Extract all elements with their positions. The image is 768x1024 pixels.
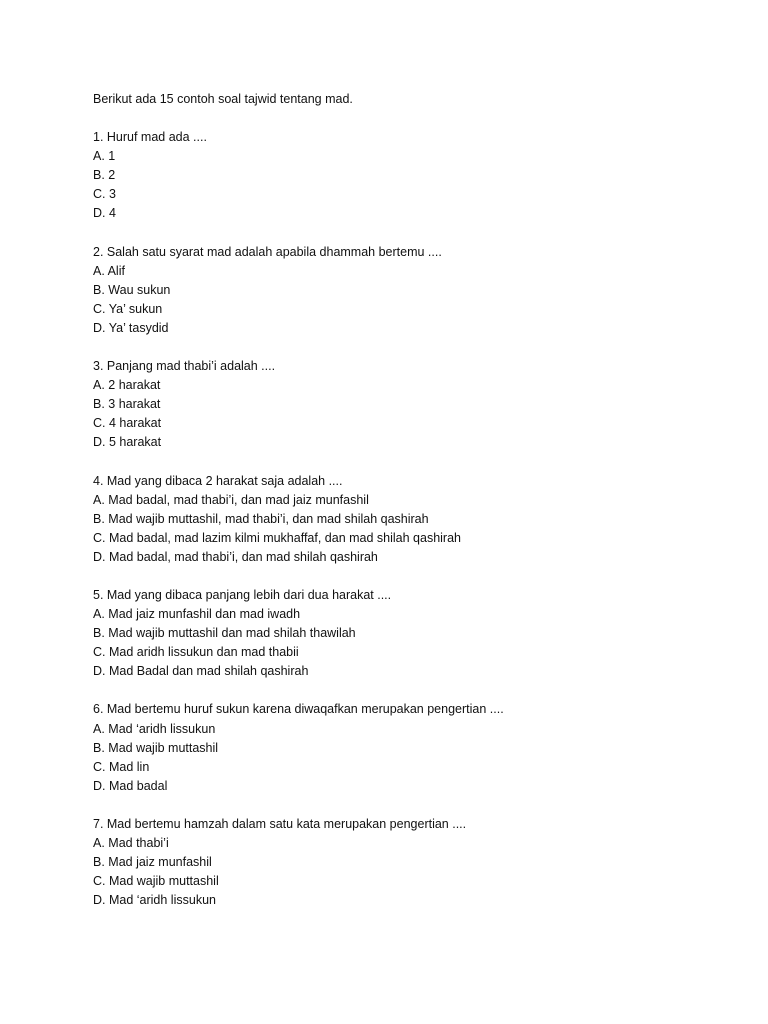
option-c: C. Ya’ sukun [93, 301, 163, 316]
question-text: 3. Panjang mad thabi’i adalah .... [93, 359, 276, 374]
option-b: B. 3 harakat [93, 397, 161, 412]
option-c: C. Mad badal, mad lazim kilmi mukhaffaf, dan mad shilah qashirah [93, 530, 461, 545]
question-3 [93, 357, 713, 452]
question-text: 5. Mad yang dibaca panjang lebih dari dua harakat .... [93, 587, 392, 602]
question-text: 6. Mad bertemu huruf sukun karena diwaqafkan merupakan pengertian .... [93, 702, 504, 717]
option-b: B. Mad jaiz munfashil [93, 855, 212, 870]
question-7 [93, 815, 713, 910]
option-b: B. Mad wajib muttashil dan mad shilah thawilah [93, 626, 356, 641]
question-1 [93, 128, 713, 223]
question-2 [93, 243, 713, 338]
option-a: A. 1 [93, 149, 116, 164]
option-d: D. Mad badal [93, 778, 168, 793]
option-d: D. Mad ‘aridh lissukun [93, 893, 216, 908]
option-b: B. Mad wajib muttashil [93, 740, 219, 755]
option-b: B. Mad wajib muttashil, mad thabi’i, dan mad shilah qashirah [93, 511, 429, 526]
option-a: A. Mad badal, mad thabi’i, dan mad jaiz munfashil [93, 492, 369, 507]
question-text: 7. Mad bertemu hamzah dalam satu kata merupakan pengertian .... [93, 816, 467, 831]
option-a: A. Mad jaiz munfashil dan mad iwadh [93, 607, 301, 622]
document-content [93, 90, 713, 929]
option-d: D. Mad badal, mad thabi’i, dan mad shilah qashirah [93, 549, 378, 564]
option-c: C. Mad wajib muttashil [93, 874, 219, 889]
question-text: 1. Huruf mad ada .... [93, 130, 207, 145]
option-d: D. 5 harakat [93, 435, 162, 450]
question-6 [93, 700, 713, 795]
option-c: C. 3 [93, 187, 116, 202]
question-text: 2. Salah satu syarat mad adalah apabila dhammah bertemu .... [93, 244, 442, 259]
option-c: C. 4 harakat [93, 416, 162, 431]
option-a: A. Mad thabi’i [93, 836, 169, 850]
option-a: A. 2 harakat [93, 378, 161, 393]
question-4 [93, 472, 713, 567]
option-a: A. Alif [93, 263, 125, 278]
option-a: A. Mad ‘aridh lissukun [93, 721, 216, 736]
option-c: C. Mad aridh lissukun dan mad thabii [93, 645, 299, 660]
question-5 [93, 586, 713, 681]
question-text: 4. Mad yang dibaca 2 harakat saja adalah .... [93, 473, 343, 488]
option-b: B. 2 [93, 168, 116, 183]
intro-text: Berikut ada 15 contoh soal tajwid tentang mad. [93, 92, 353, 106]
option-c: C. Mad lin [93, 759, 150, 774]
option-d: D. 4 [93, 206, 116, 221]
option-b: B. Wau sukun [93, 282, 171, 297]
option-d: D. Mad Badal dan mad shilah qashirah [93, 664, 309, 679]
option-d: D. Ya’ tasydid [93, 320, 169, 335]
